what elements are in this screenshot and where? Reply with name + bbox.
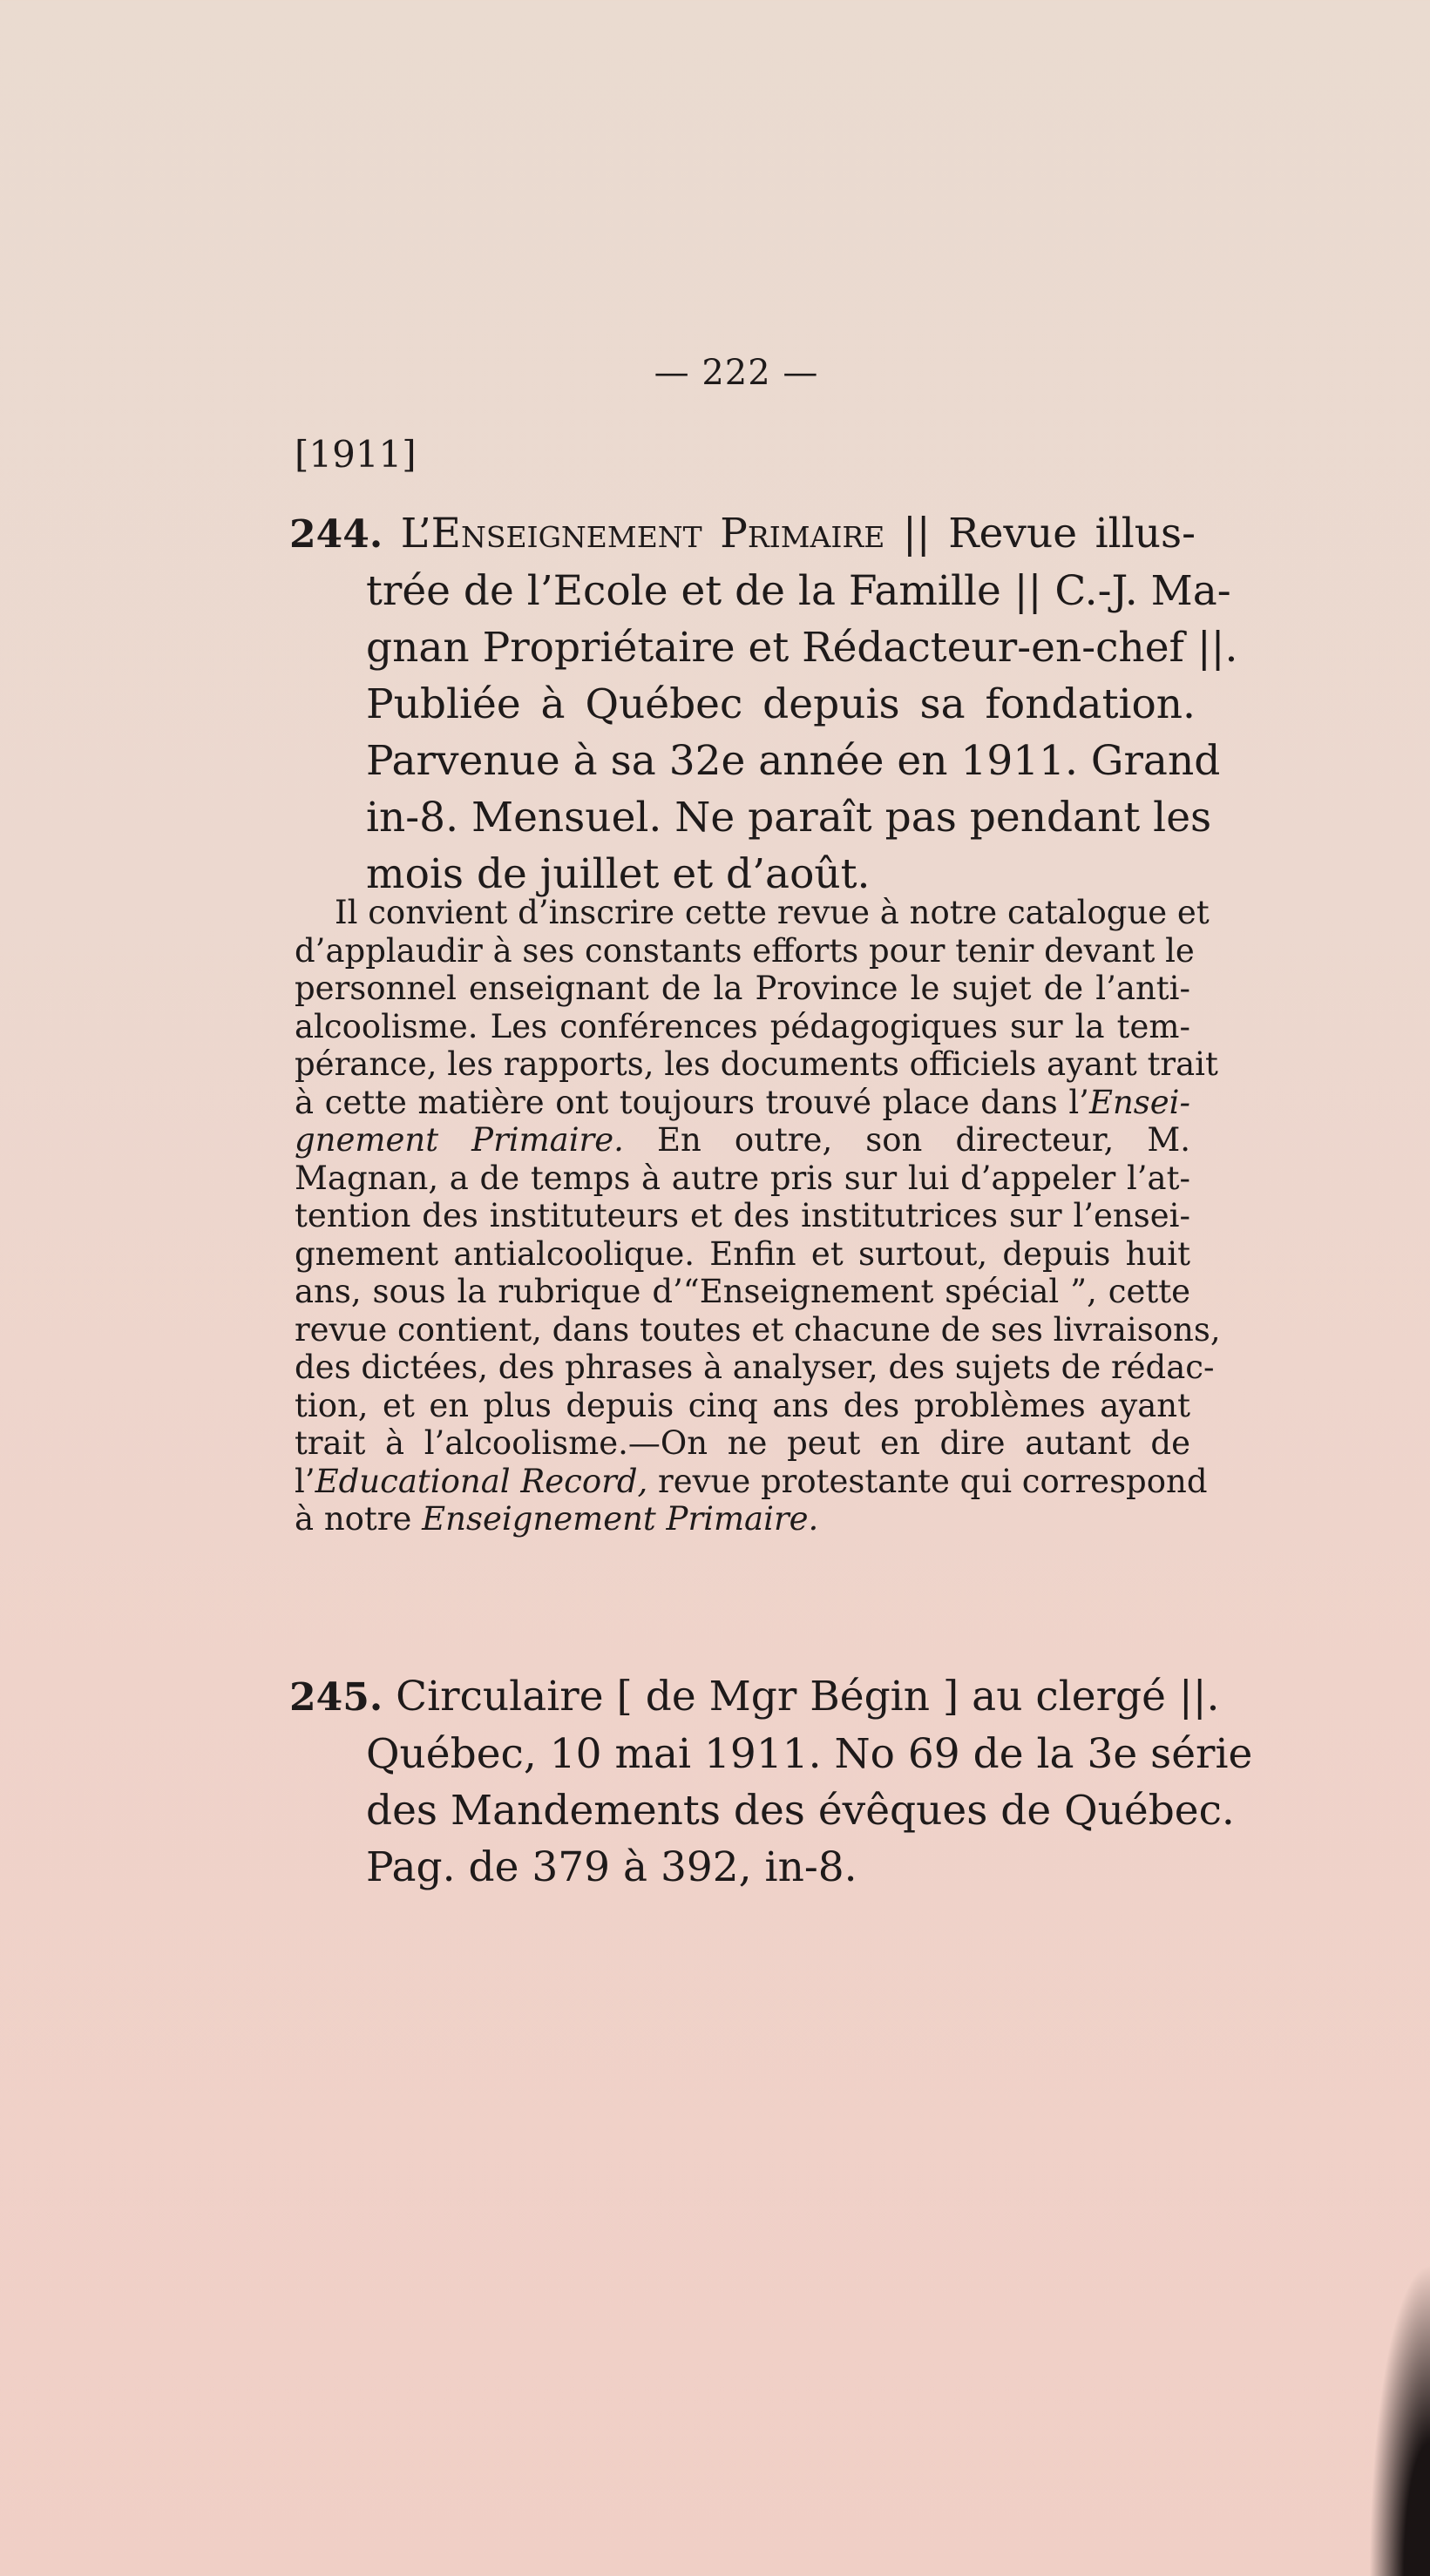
entry-line: mois de juillet et d’août. — [366, 850, 871, 898]
entry-line: Québec, 10 mai 1911. No 69 de la 3e série — [366, 1730, 1253, 1778]
entry-number: 244. — [289, 512, 383, 557]
entry-line: Pag. de 379 à 392, in-8. — [366, 1843, 857, 1891]
note-text: à cette matière ont toujours trouvé place dans l’ — [295, 1083, 1089, 1121]
entry-line: in-8. Mensuel. Ne paraît pas pendant les — [366, 794, 1212, 842]
entry-text: Circulaire [ de Mgr Bégin ] au clergé ||. — [396, 1673, 1220, 1721]
note-line — [295, 1500, 1190, 1538]
note-italic: Educational Record, — [315, 1462, 648, 1500]
page-number: — 222 — — [654, 353, 819, 393]
entry-line: Parvenue à sa 32e année en 1911. Grand — [366, 737, 1221, 785]
entry-title-prefix: L’ — [400, 510, 431, 558]
note-line: pérance, les rapports, les documents officiels ayant trait — [295, 1045, 1218, 1083]
note-line: tention des instituteurs et des institutrices sur l’ensei- — [295, 1197, 1190, 1234]
note-text: l’ — [295, 1462, 315, 1500]
note-line: gnement antialcoolique. Enfin et surtout, depuis huit — [295, 1234, 1190, 1273]
entry-line — [289, 1668, 1220, 1726]
note-line: des dictées, des phrases à analyser, des sujets de rédac- — [295, 1349, 1215, 1386]
note-line — [295, 1121, 1190, 1160]
entry-line: trée de l’Ecole et de la Famille || C.-J. Ma- — [366, 567, 1231, 615]
note-line: ans, sous la rubrique d’“Enseignement spécial ”, cette — [295, 1273, 1190, 1310]
year-heading: [1911] — [295, 433, 417, 476]
note-line: trait à l’alcoolisme.—On ne peut en dire autant de — [295, 1424, 1190, 1462]
note-line: tion, et en plus depuis cinq ans des problèmes ayant — [295, 1386, 1190, 1424]
note-line: Magnan, a de temps à autre pris sur lui d’appeler l’at- — [295, 1159, 1190, 1197]
note-line: personnel enseignant de la Province le sujet de l’anti- — [295, 970, 1190, 1007]
note-italic: Ensei- — [1088, 1083, 1190, 1121]
catalog-entry-244 — [289, 505, 1238, 903]
entry-line — [289, 505, 1196, 563]
note-text: à notre — [295, 1500, 423, 1538]
note-line — [295, 1084, 1190, 1122]
page-edge-shadow — [1369, 2262, 1430, 2576]
note-line — [295, 1462, 1208, 1501]
note-line: revue contient, dans toutes et chacune de ses livraisons, — [295, 1310, 1221, 1349]
entry-line: des Mandements des évêques de Québec. — [366, 1787, 1235, 1835]
entry-text: || Revue illus- — [902, 510, 1196, 558]
note-italic: gnement Primaire. — [295, 1121, 624, 1159]
note-italic: Enseignement Primaire. — [422, 1500, 819, 1538]
entry-title: Enseignement Primaire — [430, 510, 885, 558]
note-line: d’applaudir à ses constants efforts pour tenir devant le — [295, 931, 1195, 970]
entry-number: 245. — [289, 1675, 383, 1720]
note-text: En outre, son directeur, M. — [623, 1121, 1190, 1159]
note-text: revue protestante qui correspond — [647, 1462, 1208, 1500]
entry-line: gnan Propriétaire et Rédacteur-en-chef ||. — [366, 624, 1238, 672]
note-line: alcoolisme. Les conférences pédagogiques sur la tem- — [295, 1007, 1190, 1045]
commentary-paragraph — [295, 894, 1221, 1538]
catalog-entry-245 — [289, 1668, 1253, 1896]
entry-line: Publiée à Québec depuis sa fondation. — [366, 680, 1196, 728]
note-line: Il convient d’inscrire cette revue à notre catalogue et — [335, 894, 1210, 931]
